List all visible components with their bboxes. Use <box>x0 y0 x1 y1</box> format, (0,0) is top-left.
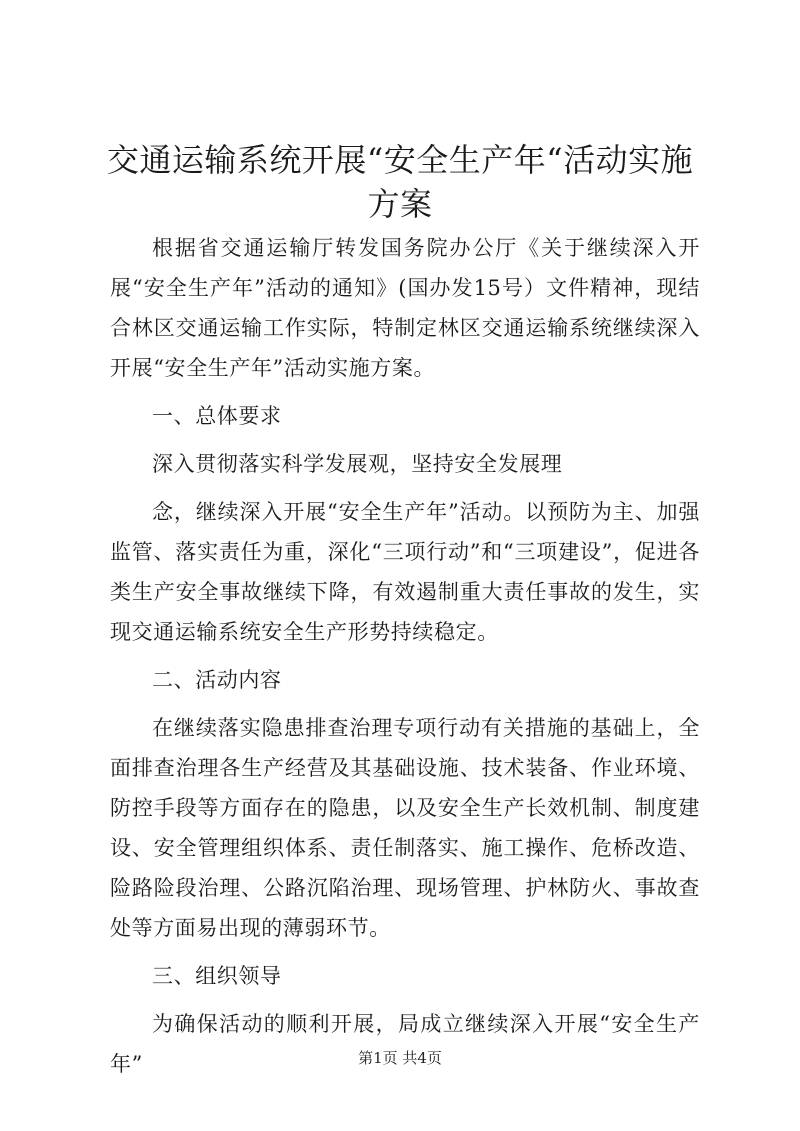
section-heading-organization: 三、组织领导 <box>152 964 282 988</box>
document-body <box>110 228 700 1092</box>
paragraph-organization: 为确保活动的顺利开展，局成立继续深入开展“安全生产年” <box>110 1012 700 1076</box>
paragraph-activity-content: 在继续落实隐患排查治理专项行动有关措施的基础上，全面排查治理各生产经营及其基础设施、技术装备、作业环境、防控手段等方面存在的隐患，以及安全生产长效机制、制度建设、安全管理组织体系、责任制落实、施工操作、危桥改造、险路险段治理、公路沉陷治理、现场管理、护林防火、事故查处等方面易出现的薄弱环节。 <box>110 716 700 940</box>
paragraph-intro: 根据省交通运输厅转发国务院办公厅《关于继续深入开展“安全生产年”活动的通知》(国办发15号）文件精神，现结合林区交通运输工作实际，特制定林区交通运输系统继续深入开展“安全生产年”活动实施方案。 <box>110 236 700 380</box>
section-heading-general-requirements: 一、总体要求 <box>152 404 282 428</box>
paragraph-general-1: 深入贯彻落实科学发展观，坚持安全发展理 <box>152 452 563 476</box>
section-heading-activity-content: 二、活动内容 <box>152 668 282 692</box>
paragraph-general-2: 念，继续深入开展“安全生产年”活动。以预防为主、加强监管、落实责任为重，深化“三项行动”和“三项建设”，促进各类生产安全事故继续下降，有效遏制重大责任事故的发生，实现交通运输系统安全生产形势持续稳定。 <box>110 500 700 644</box>
page-number-footer: 第1页 共4页 <box>358 1049 442 1067</box>
document-title: 交通运输系统开展“安全生产年“活动实施方案 <box>106 141 694 223</box>
